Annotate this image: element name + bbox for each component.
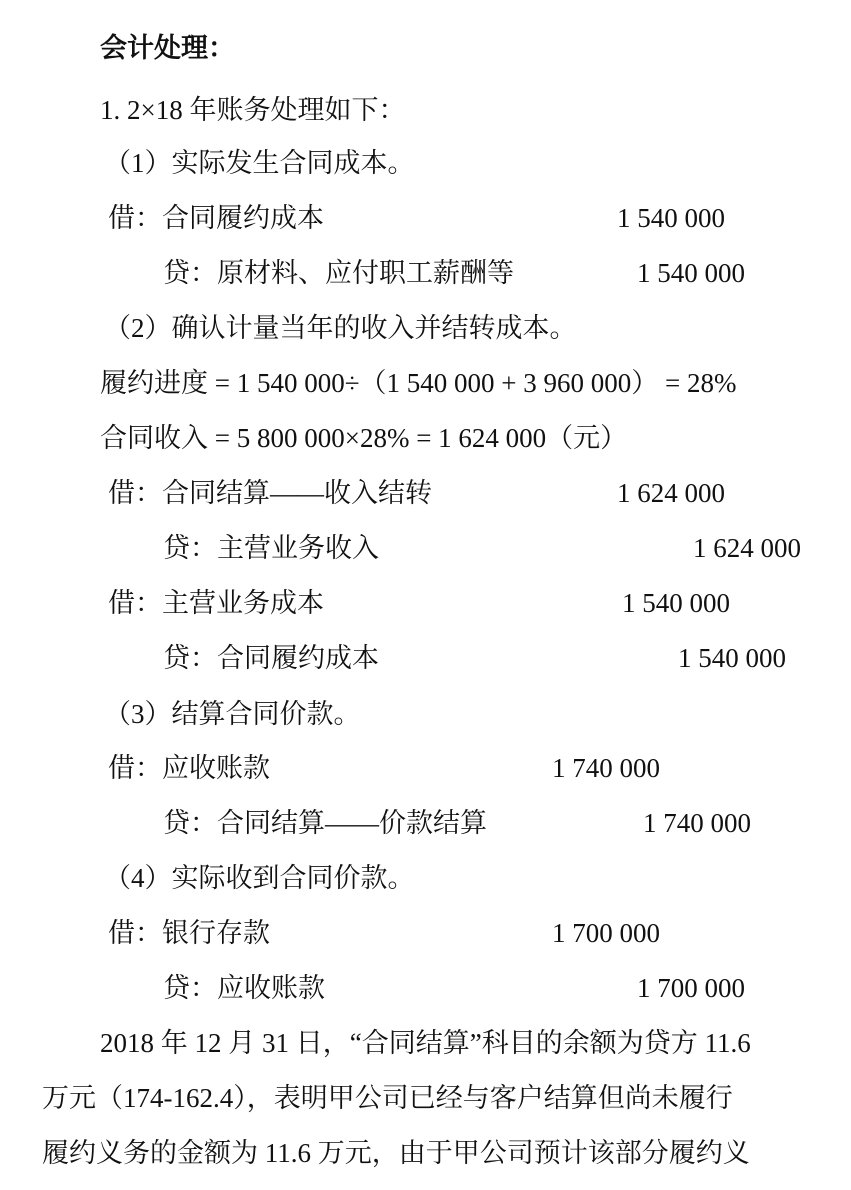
step-label: （3）结算合同价款。 bbox=[104, 699, 361, 729]
section-title: 1. 2×18 年账务处理如下： bbox=[100, 95, 406, 125]
credit-entry: 贷：合同履约成本 bbox=[163, 643, 379, 673]
entry-amount: 1 540 000 bbox=[617, 203, 725, 233]
entry-amount: 1 700 000 bbox=[552, 918, 660, 948]
debit-entry: 借：合同履约成本 bbox=[108, 203, 324, 233]
debit-entry: 借：合同结算——收入结转 bbox=[108, 478, 432, 508]
debit-entry: 借：应收账款 bbox=[108, 753, 270, 783]
step-label: （2）确认计量当年的收入并结转成本。 bbox=[104, 313, 577, 343]
entry-amount: 1 624 000 bbox=[693, 533, 801, 563]
entry-amount: 1 540 000 bbox=[622, 588, 730, 618]
entry-amount: 1 540 000 bbox=[678, 643, 786, 673]
paragraph-line: 2018 年 12 月 31 日，“合同结算”科目的余额为贷方 11.6 bbox=[100, 1028, 751, 1058]
entry-amount: 1 540 000 bbox=[637, 258, 745, 288]
credit-entry: 贷：主营业务收入 bbox=[163, 533, 379, 563]
debit-entry: 借：银行存款 bbox=[108, 918, 270, 948]
credit-entry: 贷：合同结算——价款结算 bbox=[163, 808, 487, 838]
credit-entry: 贷：原材料、应付职工薪酬等 bbox=[163, 258, 514, 288]
entry-amount: 1 624 000 bbox=[617, 478, 725, 508]
credit-entry: 贷：应收账款 bbox=[163, 973, 325, 1003]
formula: 履约进度 = 1 540 000÷（1 540 000 + 3 960 000） = 28% bbox=[100, 368, 737, 398]
entry-amount: 1 700 000 bbox=[637, 973, 745, 1003]
entry-amount: 1 740 000 bbox=[643, 808, 751, 838]
step-label: （4）实际收到合同价款。 bbox=[104, 863, 415, 893]
heading: 会计处理： bbox=[100, 33, 235, 63]
debit-entry: 借：主营业务成本 bbox=[108, 588, 324, 618]
entry-amount: 1 740 000 bbox=[552, 753, 660, 783]
paragraph-line: 履约义务的金额为 11.6 万元，由于甲公司预计该部分履约义 bbox=[42, 1138, 750, 1168]
step-label: （1）实际发生合同成本。 bbox=[104, 148, 415, 178]
formula: 合同收入 = 5 800 000×28% = 1 624 000（元） bbox=[100, 423, 628, 453]
paragraph-line: 万元（174-162.4），表明甲公司已经与客户结算但尚未履行 bbox=[42, 1083, 733, 1113]
